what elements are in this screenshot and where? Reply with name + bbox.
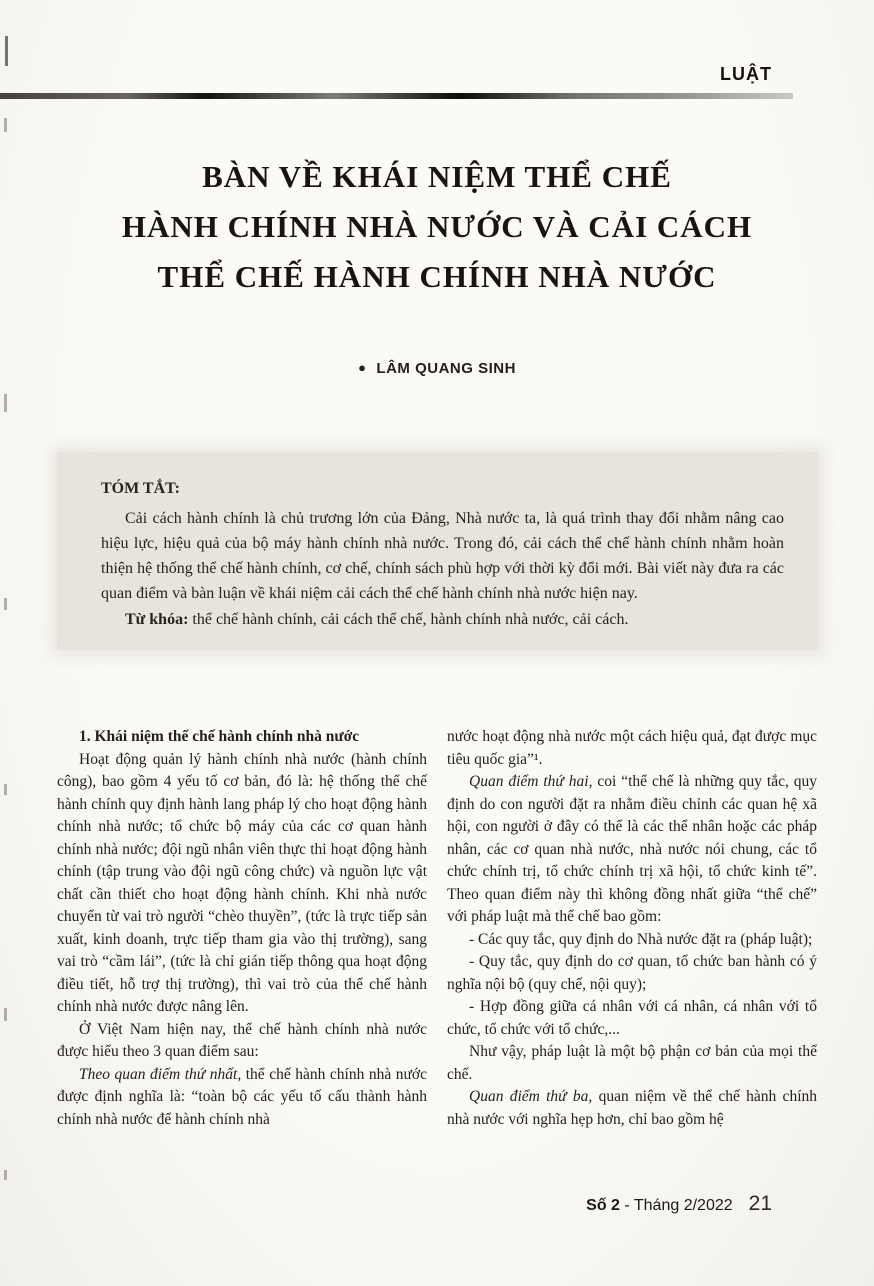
issue-date: - Tháng 2/2022 (619, 1197, 733, 1214)
article-title (40, 152, 834, 302)
paragraph-text: Hoạt động quản lý hành chính nhà nước (hành chính công), bao gồm 4 yếu tố cơ bản, đó là: hệ thống thể chế hành chính quy định hành lang pháp lý cho hoạt động hành chính nhà nước; tổ chức bộ máy của các cơ quan hành chính nhà nước; đội ngũ nhân viên thực thi hoạt động hành chính (tập trung vào đội ngũ công chức) và nguồn lực vật chất cần thiết cho hoạt động hành chính. Khi nhà nước chuyển từ vai trò người “chèo thuyền”, (tức là trực tiếp sản xuất, kinh doanh, trực tiếp tham gia vào thị trường), sang vai trò “cầm lái”, (tức là chỉ gián tiếp thông qua hoạt động điều tiết, hỗ trợ thị trường), thì vai trò của thể chế hành chính nhà nước được nâng lên. (57, 750, 427, 1015)
article-body (57, 726, 818, 1131)
paragraph-text: - Hợp đồng giữa cá nhân với cá nhân, cá nhân với tổ chức, tổ chức với tổ chức,... (447, 998, 817, 1038)
scan-artifact (4, 118, 7, 132)
section-heading: 1. Khái niệm thể chế hành chính nhà nước (79, 728, 360, 745)
body-column-1 (57, 726, 427, 1131)
keywords-line (101, 607, 784, 632)
paragraph-lead: Quan điểm thứ ba, (469, 1088, 593, 1105)
paragraph (57, 1019, 427, 1064)
author-bullet-icon: ● (358, 360, 367, 375)
scan-artifact (4, 394, 7, 412)
journal-section-label: LUẬT (720, 64, 772, 84)
keywords-text: thể chế hành chính, cải cách thể chế, hành chính nhà nước, cải cách. (188, 611, 629, 628)
page-footer (586, 1192, 772, 1216)
scan-artifact (5, 36, 8, 66)
paragraph (447, 951, 817, 996)
paragraph (447, 1041, 817, 1086)
scan-artifact (4, 784, 7, 795)
issue-number: Số 2 (586, 1197, 620, 1214)
paragraph (447, 996, 817, 1041)
title-line: THỂ CHẾ HÀNH CHÍNH NHÀ NƯỚC (157, 259, 717, 294)
paragraph (447, 929, 817, 952)
paragraph-text: quan niệm về thể chế hành chính nhà nước với nghĩa hẹp hơn, chỉ bao gồm hệ (447, 1088, 817, 1128)
paragraph (447, 726, 817, 771)
author-line (0, 360, 874, 377)
title-line: BÀN VỀ KHÁI NIỆM THỂ CHẾ (202, 159, 672, 194)
paragraph-text: nước hoạt động nhà nước một cách hiệu quả, đạt được mục tiêu quốc gia”¹. (447, 728, 817, 768)
scan-artifact (4, 1008, 7, 1021)
author-name: LÂM QUANG SINH (376, 360, 516, 377)
paragraph-lead: Quan điểm thứ hai, (469, 773, 593, 790)
body-column-2 (447, 726, 817, 1131)
scan-artifact (4, 1170, 7, 1180)
header-rule (0, 93, 793, 99)
paragraph-text: Ở Việt Nam hiện nay, thể chế hành chính nhà nước được hiểu theo 3 quan điểm sau: (57, 1020, 427, 1060)
paragraph-text: - Quy tắc, quy định do cơ quan, tổ chức ban hành có ý nghĩa nội bộ (quy chế, nội quy); (447, 953, 817, 993)
abstract-text: Cải cách hành chính là chủ trương lớn của Đảng, Nhà nước ta, là quá trình thay đổi nhằm nâng cao hiệu lực, hiệu quả của bộ máy hành chính nhà nước. Trong đó, cải cách thể chế hành chính nhằm hoàn thiện hệ thống thể chế hành chính, cơ chế, chính sách phù hợp với thời kỳ đổi mới. Bài viết này đưa ra các quan điểm và bàn luận về khái niệm cải cách thể chế hành chính nhà nước hiện nay. (101, 510, 784, 602)
paragraph-text: thể chế hành chính nhà nước được định nghĩa là: “toàn bộ các yếu tố cấu thành hành chính nhà nước để hành chính nhà (57, 1065, 427, 1128)
paragraph-text: Như vậy, pháp luật là một bộ phận cơ bản của mọi thể chế. (447, 1043, 817, 1083)
abstract-heading: TÓM TẮT: (101, 480, 180, 497)
title-line: HÀNH CHÍNH NHÀ NƯỚC VÀ CẢI CÁCH (121, 209, 753, 244)
paragraph-text: coi “thể chế là những quy tắc, quy định do con người đặt ra nhằm điều chỉnh các quan hệ xã hội, con người ở đây có thể là các thể nhân hoặc các pháp nhân, các cơ quan nhà nước, nhà nước nói chung, các tổ chức chính trị, tổ chức chính trị xã hội, tổ chức kinh tế”. Theo quan điểm này thì không đồng nhất giữa “thể chế” với pháp luật mà thể chế bao gồm: (447, 773, 818, 925)
scan-artifact (4, 598, 7, 610)
page-number: 21 (748, 1192, 772, 1215)
paragraph (57, 749, 427, 1019)
paragraph (57, 1064, 427, 1132)
paragraph-lead: Theo quan điểm thứ nhất, (79, 1065, 242, 1083)
keywords-label: Từ khóa: (125, 611, 189, 628)
paragraph (447, 771, 817, 929)
paragraph-text: - Các quy tắc, quy định do Nhà nước đặt ra (pháp luật); (469, 930, 813, 948)
abstract-box (57, 452, 818, 650)
paragraph (447, 1086, 817, 1131)
issue-line (586, 1197, 732, 1215)
